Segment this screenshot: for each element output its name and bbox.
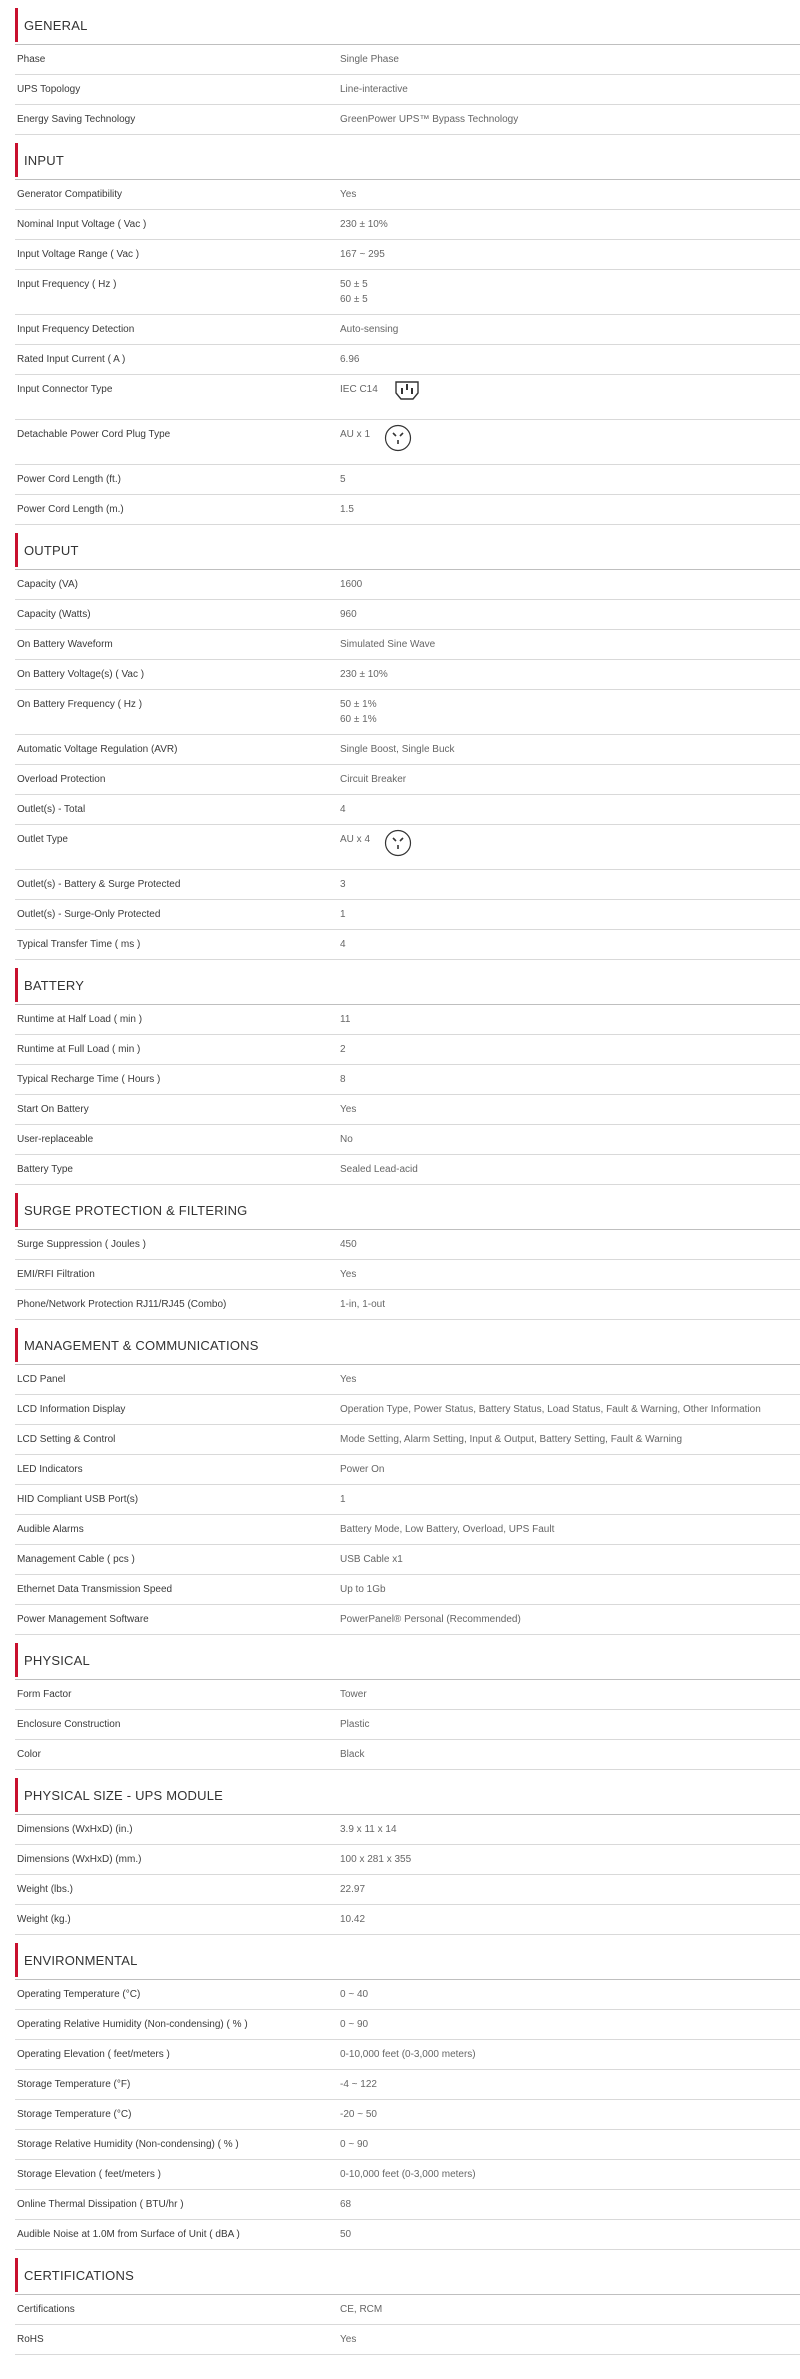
spec-value-cell (340, 2197, 800, 2212)
spec-value-cell (340, 667, 800, 682)
spec-value-cell (340, 247, 800, 262)
spec-value: 11 (340, 1014, 351, 1025)
spec-value: AU x 4 (340, 834, 371, 845)
spec-value-cell (340, 1522, 800, 1537)
spec-value-cell (340, 637, 800, 652)
spec-value: 1 (340, 909, 346, 920)
spec-value: 10.42 (340, 1914, 366, 1925)
spec-value: 4 (340, 804, 346, 815)
spec-row (15, 600, 800, 630)
section-header (15, 1643, 800, 1680)
section-header (15, 8, 800, 45)
spec-value-cell (340, 697, 800, 727)
spec-value: Up to 1Gb (340, 1584, 386, 1595)
spec-value-cell (340, 502, 800, 517)
spec-value: Tower (340, 1689, 367, 1700)
spec-value-cell (340, 832, 800, 862)
spec-row (15, 1545, 800, 1575)
spec-label: User-replaceable (17, 1134, 94, 1145)
spec-row (15, 1260, 800, 1290)
spec-value: 0-10,000 feet (0-3,000 meters) (340, 2049, 476, 2060)
spec-label: Outlet(s) - Surge-Only Protected (17, 909, 161, 920)
spec-value-cell (340, 1852, 800, 1867)
section-title: PHYSICAL SIZE - UPS MODULE (15, 1778, 800, 1812)
spec-label: Automatic Voltage Regulation (AVR) (17, 744, 178, 755)
spec-row (15, 900, 800, 930)
spec-label: Power Cord Length (ft.) (17, 474, 121, 485)
spec-row (15, 2130, 800, 2160)
spec-label: UPS Topology (17, 84, 81, 95)
spec-value-cell (340, 1582, 800, 1597)
spec-value-cell (340, 937, 800, 952)
spec-value: 50 ± 1% (340, 699, 377, 710)
spec-value: IEC C14 (340, 384, 378, 395)
spec-row (15, 735, 800, 765)
spec-label: Input Connector Type (17, 384, 113, 395)
spec-row (15, 630, 800, 660)
spec-row (15, 1230, 800, 1260)
spec-row (15, 2295, 800, 2325)
spec-value: Plastic (340, 1719, 370, 1730)
spec-row (15, 45, 800, 75)
au-outlet-icon (384, 829, 412, 857)
spec-value: 5 (340, 474, 346, 485)
spec-label: Storage Temperature (°C) (17, 2109, 132, 2120)
spec-value: 167 ~ 295 (340, 249, 385, 260)
spec-row (15, 1740, 800, 1770)
section-header (15, 1328, 800, 1365)
spec-value-cell (340, 1297, 800, 1312)
spec-value: GreenPower UPS™ Bypass Technology (340, 114, 519, 125)
spec-label: On Battery Voltage(s) ( Vac ) (17, 669, 145, 680)
spec-value: Black (340, 1749, 365, 1760)
spec-value-cell (340, 1012, 800, 1027)
section-header (15, 143, 800, 180)
section-title: PHYSICAL (15, 1643, 800, 1677)
spec-label: Outlet(s) - Total (17, 804, 86, 815)
spec-value: 230 ± 10% (340, 669, 388, 680)
spec-row (15, 1605, 800, 1635)
spec-row (15, 1065, 800, 1095)
spec-value-cell (340, 1462, 800, 1477)
spec-value-cell (340, 82, 800, 97)
spec-value-cell (340, 472, 800, 487)
spec-value-cell (340, 2047, 800, 2062)
spec-value-cell (340, 772, 800, 787)
section-title: ENVIRONMENTAL (15, 1943, 800, 1977)
spec-value-cell (340, 1372, 800, 1387)
spec-section (0, 2250, 800, 2355)
spec-value-cell (340, 1162, 800, 1177)
spec-value: PowerPanel® Personal (Recommended) (340, 1614, 521, 1625)
spec-row (15, 210, 800, 240)
section-title: GENERAL (15, 8, 800, 42)
spec-row (15, 1680, 800, 1710)
spec-value-cell (340, 1822, 800, 1837)
spec-row (15, 570, 800, 600)
spec-value-cell (340, 2107, 800, 2122)
spec-label: Operating Relative Humidity (Non-condensing) ( % ) (17, 2019, 248, 2030)
spec-label: Dimensions (WxHxD) (mm.) (17, 1854, 142, 1865)
spec-row (15, 180, 800, 210)
spec-value-cell (340, 2167, 800, 2182)
spec-section (0, 525, 800, 960)
spec-row (15, 1485, 800, 1515)
spec-value-cell (340, 2017, 800, 2032)
spec-row (15, 1710, 800, 1740)
spec-value: 0 ~ 40 (340, 1989, 369, 2000)
spec-section (0, 1770, 800, 1935)
spec-value: 960 (340, 609, 357, 620)
spec-row (15, 1845, 800, 1875)
spec-label: Storage Temperature (°F) (17, 2079, 131, 2090)
spec-label: Start On Battery (17, 1104, 89, 1115)
spec-label: Color (17, 1749, 41, 1760)
spec-label: Dimensions (WxHxD) (in.) (17, 1824, 133, 1835)
spec-section (0, 1635, 800, 1770)
spec-value: Operation Type, Power Status, Battery Status, Load Status, Fault & Warning, Other Information (340, 1404, 761, 1415)
spec-label: Outlet Type (17, 834, 68, 845)
spec-row (15, 2040, 800, 2070)
spec-value: 22.97 (340, 1884, 366, 1895)
spec-row (15, 495, 800, 525)
spec-value: Yes (340, 2334, 357, 2345)
spec-value-cell (340, 907, 800, 922)
spec-row (15, 375, 800, 420)
spec-label: Rated Input Current ( A ) (17, 354, 126, 365)
spec-label: Weight (lbs.) (17, 1884, 73, 1895)
spec-value: Single Boost, Single Buck (340, 744, 455, 755)
section-title: CERTIFICATIONS (15, 2258, 800, 2292)
section-title: SURGE PROTECTION & FILTERING (15, 1193, 800, 1227)
spec-value: 3.9 x 11 x 14 (340, 1824, 397, 1835)
spec-value: 6.96 (340, 354, 360, 365)
spec-label: Runtime at Half Load ( min ) (17, 1014, 143, 1025)
spec-row (15, 825, 800, 870)
spec-label: Ethernet Data Transmission Speed (17, 1584, 173, 1595)
spec-value: 4 (340, 939, 346, 950)
section-header (15, 533, 800, 570)
spec-label: HID Compliant USB Port(s) (17, 1494, 139, 1505)
spec-value: Yes (340, 1269, 357, 1280)
section-title: INPUT (15, 143, 800, 177)
spec-value-cell (340, 1552, 800, 1567)
spec-row (15, 1425, 800, 1455)
spec-value-cell (340, 52, 800, 67)
spec-value-cell (340, 1717, 800, 1732)
spec-value: USB Cable x1 (340, 1554, 403, 1565)
spec-value-cell (340, 217, 800, 232)
spec-value-cell (340, 322, 800, 337)
spec-section (0, 1320, 800, 1635)
spec-label: Typical Recharge Time ( Hours ) (17, 1074, 161, 1085)
spec-value: 3 (340, 879, 346, 890)
spec-row (15, 1365, 800, 1395)
spec-label: Generator Compatibility (17, 189, 123, 200)
spec-value-cell (340, 2332, 800, 2347)
spec-label: LED Indicators (17, 1464, 83, 1475)
spec-value: 230 ± 10% (340, 219, 388, 230)
spec-row (15, 1980, 800, 2010)
spec-section (0, 960, 800, 1185)
spec-value-cell (340, 2227, 800, 2242)
spec-label: On Battery Frequency ( Hz ) (17, 699, 143, 710)
spec-row (15, 345, 800, 375)
spec-label: LCD Panel (17, 1374, 66, 1385)
spec-row (15, 2100, 800, 2130)
spec-value: Battery Mode, Low Battery, Overload, UPS Fault (340, 1524, 555, 1535)
spec-value: No (340, 1134, 353, 1145)
spec-value: 1-in, 1-out (340, 1299, 386, 1310)
spec-value-cell (340, 187, 800, 202)
spec-label: Phone/Network Protection RJ11/RJ45 (Combo) (17, 1299, 227, 1310)
spec-label: Certifications (17, 2304, 75, 2315)
spec-section (0, 1935, 800, 2250)
spec-row (15, 1875, 800, 1905)
spec-label: Input Frequency ( Hz ) (17, 279, 117, 290)
spec-value-cell (340, 577, 800, 592)
spec-value-cell (340, 1612, 800, 1627)
spec-value: 1.5 (340, 504, 354, 515)
spec-label: Power Cord Length (m.) (17, 504, 124, 515)
spec-label: Management Cable ( pcs ) (17, 1554, 135, 1565)
spec-value-cell (340, 877, 800, 892)
spec-value-cell (340, 1102, 800, 1117)
spec-value-cell (340, 1267, 800, 1282)
spec-label: Nominal Input Voltage ( Vac ) (17, 219, 147, 230)
spec-section (0, 135, 800, 525)
spec-row (15, 690, 800, 735)
spec-value-cell (340, 352, 800, 367)
spec-value-cell (340, 1912, 800, 1927)
spec-label: Operating Temperature (°C) (17, 1989, 141, 2000)
iec-c14-connector-icon (392, 379, 422, 401)
spec-row (15, 660, 800, 690)
spec-row (15, 240, 800, 270)
spec-row (15, 420, 800, 465)
spec-value: 0 ~ 90 (340, 2019, 369, 2030)
spec-row (15, 1125, 800, 1155)
spec-row (15, 270, 800, 315)
spec-row (15, 930, 800, 960)
section-header (15, 1778, 800, 1815)
spec-row (15, 765, 800, 795)
spec-value: -20 ~ 50 (340, 2109, 377, 2120)
spec-label: Input Frequency Detection (17, 324, 135, 335)
spec-label: Typical Transfer Time ( ms ) (17, 939, 141, 950)
section-title: OUTPUT (15, 533, 800, 567)
spec-value-secondary: 60 ± 1% (340, 714, 377, 725)
section-header (15, 968, 800, 1005)
spec-label: Online Thermal Dissipation ( BTU/hr ) (17, 2199, 184, 2210)
spec-value-cell (340, 1687, 800, 1702)
spec-label: Overload Protection (17, 774, 106, 785)
spec-value: Power On (340, 1464, 385, 1475)
spec-value-cell (340, 1987, 800, 2002)
spec-row (15, 465, 800, 495)
spec-row (15, 2190, 800, 2220)
spec-label: Capacity (Watts) (17, 609, 91, 620)
spec-row (15, 1290, 800, 1320)
spec-label: Detachable Power Cord Plug Type (17, 429, 171, 440)
spec-label: Runtime at Full Load ( min ) (17, 1044, 141, 1055)
spec-label: Form Factor (17, 1689, 72, 1700)
spec-value: 50 (340, 2229, 352, 2240)
spec-value-cell (340, 1042, 800, 1057)
spec-value: Sealed Lead-acid (340, 1164, 418, 1175)
spec-value: 0 ~ 90 (340, 2139, 369, 2150)
spec-label: Weight (kg.) (17, 1914, 71, 1925)
spec-value: 100 x 281 x 355 (340, 1854, 412, 1865)
section-header (15, 1193, 800, 1230)
spec-label: Energy Saving Technology (17, 114, 136, 125)
spec-value-cell (340, 607, 800, 622)
spec-value: -4 ~ 122 (340, 2079, 377, 2090)
spec-label: EMI/RFI Filtration (17, 1269, 95, 1280)
spec-value-cell (340, 427, 800, 457)
spec-section (0, 1185, 800, 1320)
spec-label: Outlet(s) - Battery & Surge Protected (17, 879, 181, 890)
spec-row (15, 1515, 800, 1545)
spec-row (15, 1155, 800, 1185)
spec-row (15, 2220, 800, 2250)
spec-row (15, 105, 800, 135)
spec-value-cell (340, 2137, 800, 2152)
spec-value: Line-interactive (340, 84, 408, 95)
spec-value-cell (340, 1492, 800, 1507)
spec-row (15, 1035, 800, 1065)
spec-label: Storage Elevation ( feet/meters ) (17, 2169, 161, 2180)
spec-value-cell (340, 1747, 800, 1762)
spec-label: RoHS (17, 2334, 44, 2345)
spec-row (15, 1905, 800, 1935)
spec-value-cell (340, 1237, 800, 1252)
spec-label: Power Management Software (17, 1614, 149, 1625)
spec-row (15, 1095, 800, 1125)
spec-label: Capacity (VA) (17, 579, 78, 590)
spec-section (0, 0, 800, 135)
spec-value-cell (340, 1132, 800, 1147)
spec-label: Storage Relative Humidity (Non-condensing) ( % ) (17, 2139, 239, 2150)
spec-row (15, 2010, 800, 2040)
spec-value: 1 (340, 1494, 346, 1505)
spec-label: Operating Elevation ( feet/meters ) (17, 2049, 170, 2060)
spec-row (15, 1395, 800, 1425)
spec-value: 1600 (340, 579, 363, 590)
spec-value-cell (340, 2077, 800, 2092)
spec-value-cell (340, 277, 800, 307)
section-header (15, 1943, 800, 1980)
spec-value: 2 (340, 1044, 346, 1055)
au-plug-icon (384, 424, 412, 452)
spec-value: Circuit Breaker (340, 774, 407, 785)
spec-row (15, 1455, 800, 1485)
spec-label: Phase (17, 54, 46, 65)
spec-value: 0-10,000 feet (0-3,000 meters) (340, 2169, 476, 2180)
spec-label: Battery Type (17, 1164, 73, 1175)
spec-row (15, 75, 800, 105)
spec-value-cell (340, 1072, 800, 1087)
spec-label: Input Voltage Range ( Vac ) (17, 249, 140, 260)
spec-value: Single Phase (340, 54, 399, 65)
spec-row (15, 315, 800, 345)
spec-row (15, 795, 800, 825)
spec-value: CE, RCM (340, 2304, 383, 2315)
spec-row (15, 2325, 800, 2355)
spec-value: Simulated Sine Wave (340, 639, 436, 650)
section-title: MANAGEMENT & COMMUNICATIONS (15, 1328, 800, 1362)
spec-value: 450 (340, 1239, 357, 1250)
spec-row (15, 1005, 800, 1035)
spec-value: Yes (340, 1374, 357, 1385)
spec-label: LCD Setting & Control (17, 1434, 116, 1445)
spec-value-cell (340, 1402, 800, 1417)
spec-value: 68 (340, 2199, 352, 2210)
spec-value-cell (340, 1432, 800, 1447)
spec-value-cell (340, 2302, 800, 2317)
spec-value-cell (340, 802, 800, 817)
spec-row (15, 870, 800, 900)
spec-row (15, 2160, 800, 2190)
spec-value-cell (340, 742, 800, 757)
spec-label: LCD Information Display (17, 1404, 126, 1415)
spec-value: AU x 1 (340, 429, 371, 440)
spec-value: 8 (340, 1074, 346, 1085)
spec-value: Yes (340, 1104, 357, 1115)
spec-value: Auto-sensing (340, 324, 399, 335)
spec-row (15, 2070, 800, 2100)
spec-value: 50 ± 5 (340, 279, 368, 290)
spec-label: Surge Suppression ( Joules ) (17, 1239, 146, 1250)
spec-value-cell (340, 382, 800, 412)
spec-value-secondary: 60 ± 5 (340, 294, 368, 305)
spec-row (15, 1815, 800, 1845)
spec-label: On Battery Waveform (17, 639, 113, 650)
spec-value-cell (340, 1882, 800, 1897)
spec-value: Mode Setting, Alarm Setting, Input & Output, Battery Setting, Fault & Warning (340, 1434, 683, 1445)
spec-label: Enclosure Construction (17, 1719, 121, 1730)
section-title: BATTERY (15, 968, 800, 1002)
spec-value-cell (340, 112, 800, 127)
spec-row (15, 1575, 800, 1605)
section-header (15, 2258, 800, 2295)
spec-label: Audible Noise at 1.0M from Surface of Unit ( dBA ) (17, 2229, 240, 2240)
spec-value: Yes (340, 189, 357, 200)
spec-label: Audible Alarms (17, 1524, 84, 1535)
